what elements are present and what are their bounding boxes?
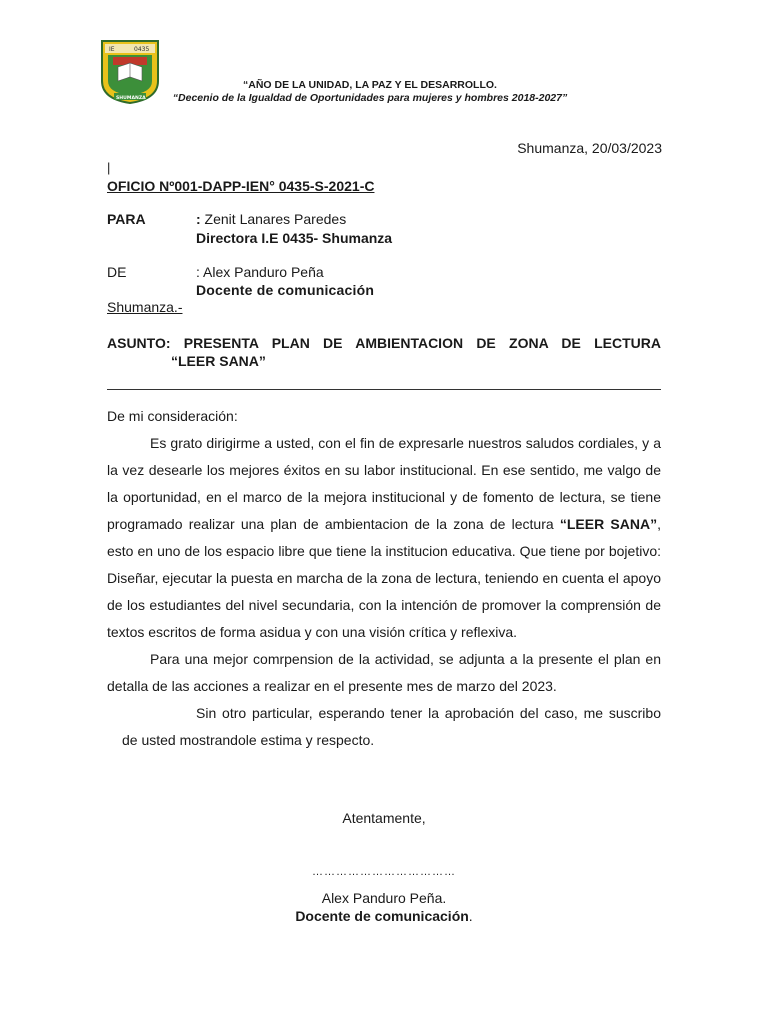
logo-banner-text: SHUMANZA	[116, 96, 146, 101]
paragraph-3	[107, 700, 661, 754]
paragraph-1-bold: “LEER SANA”	[559, 516, 658, 532]
logo-top-left-text: IE	[109, 46, 115, 53]
para-colon: :	[196, 211, 201, 227]
signer-title: Docente de comunicación	[295, 908, 469, 924]
signature-line: ………………………………	[312, 866, 456, 878]
text-cursor: |	[107, 160, 111, 175]
paragraph-1-after: , esto en uno de los espacio libre que tiene la institucion educativa. Que tiene por bojetivo: Diseñar, ejecutar la puesta en marcha de la zona de lectura, teniendo en cuenta el apoyo de los estudiantes del nivel secundaria, con la intención de promover la comprensión de textos escritos de forma asidua y con una visión crítica y reflexiva.	[107, 516, 661, 640]
paragraph-3-first: Sin otro particular, esperando tener la aprobación del caso, me	[196, 705, 604, 721]
closing: Atentamente,	[342, 810, 426, 826]
signer-name: Alex Panduro Peña.	[321, 890, 447, 906]
de-sender-title: Docente de comunicación	[196, 282, 375, 298]
para-label: PARA	[107, 211, 146, 227]
paragraph-1	[107, 430, 661, 646]
para-recipient	[196, 211, 346, 227]
paragraph-3-rest: suscribo de usted mostrandole estima y respecto.	[122, 705, 661, 748]
para-recipient-title: Directora I.E 0435- Shumanza	[196, 230, 393, 246]
greeting: De mi consideración:	[107, 408, 238, 424]
subject-line-1: ASUNTO: PRESENTA PLAN DE AMBIENTACION DE ZONA DE LECTURA	[107, 335, 661, 351]
paragraph-2: Para una mejor comrpension de la actividad, se adjunta a la presente el plan en detalla de las acciones a realizar en el presente mes de marzo del 2023.	[107, 651, 661, 694]
de-sender-name: : Alex Panduro Peña	[196, 264, 324, 280]
place-date: Shumanza, 20/03/2023	[517, 140, 662, 156]
location-line: Shumanza.-	[107, 299, 183, 315]
decade-motto: “Decenio de la Igualdad de Oportunidades para mujeres y hombres 2018-2027”	[172, 92, 568, 104]
year-motto: “AÑO DE LA UNIDAD, LA PAZ Y EL DESARROLLO.	[243, 79, 497, 91]
paragraph-1-before: Es grato dirigirme a usted, con el fin de expresarle nuestros saludos cordiales, y a la vez desearle los mejores éxitos en su labor institucional. En ese sentido, me valgo de la oportunidad, en el marco de la mejora institucional y de fomento de lectura, se tiene programado realizar una plan de ambientacion de la zona de lectura	[107, 435, 661, 532]
signer-title-line	[0, 908, 768, 924]
de-label: DE	[107, 264, 127, 280]
subject-line-2: “LEER SANA”	[171, 353, 266, 369]
logo-top-right-text: 0435	[134, 46, 150, 53]
signer-title-end: .	[468, 908, 473, 924]
oficio-number: OFICIO Nº001-DAPP-IEN° 0435-S-2021-C	[107, 178, 375, 194]
para-recipient-name: Zenit Lanares Paredes	[200, 211, 347, 227]
letter-body	[107, 430, 661, 754]
divider-line	[107, 389, 661, 390]
